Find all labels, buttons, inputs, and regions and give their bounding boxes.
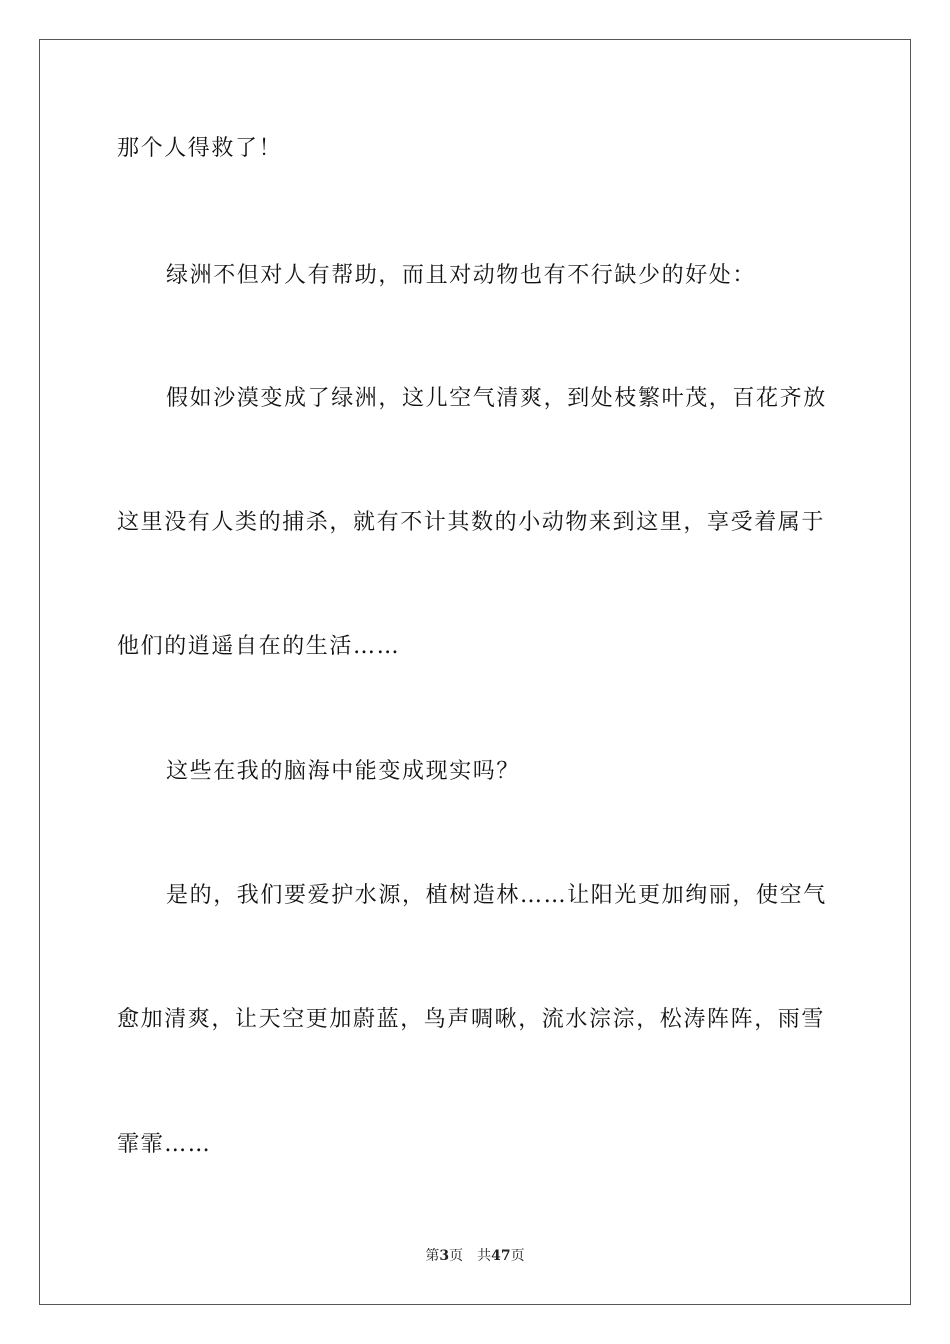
paragraph-line-8: 愈加清爽，让天空更加蔚蓝，鸟声啁啾，流水淙淙，松涛阵阵，雨雪 <box>117 1007 826 1032</box>
paragraph-line-2: 绿洲不但对人有帮助，而且对动物也有不行缺少的好处： <box>166 263 757 288</box>
total-pages: 47 <box>491 1248 511 1264</box>
page-footer <box>0 1246 950 1266</box>
paragraph-line-7: 是的，我们要爱护水源，植树造林……让阳光更加绚丽，使空气 <box>166 883 827 908</box>
total-prefix: 共 <box>477 1248 492 1264</box>
page-prefix: 第 <box>425 1248 440 1264</box>
paragraph-line-3: 假如沙漠变成了绿洲，这儿空气清爽，到处枝繁叶茂，百花齐放 <box>166 386 827 411</box>
page-frame <box>39 39 911 1305</box>
paragraph-line-5: 他们的逍遥自在的生活…… <box>117 634 401 659</box>
page-suffix: 页 <box>449 1248 464 1264</box>
total-suffix: 页 <box>510 1248 525 1264</box>
paragraph-line-4: 这里没有人类的捕杀，就有不计其数的小动物来到这里，享受着属于 <box>117 510 826 535</box>
paragraph-line-6: 这些在我的脑海中能变成现实吗？ <box>166 759 521 784</box>
page-number: 3 <box>439 1248 450 1264</box>
paragraph-line-9: 霏霏…… <box>117 1132 212 1157</box>
paragraph-line-1: 那个人得救了！ <box>117 136 283 161</box>
